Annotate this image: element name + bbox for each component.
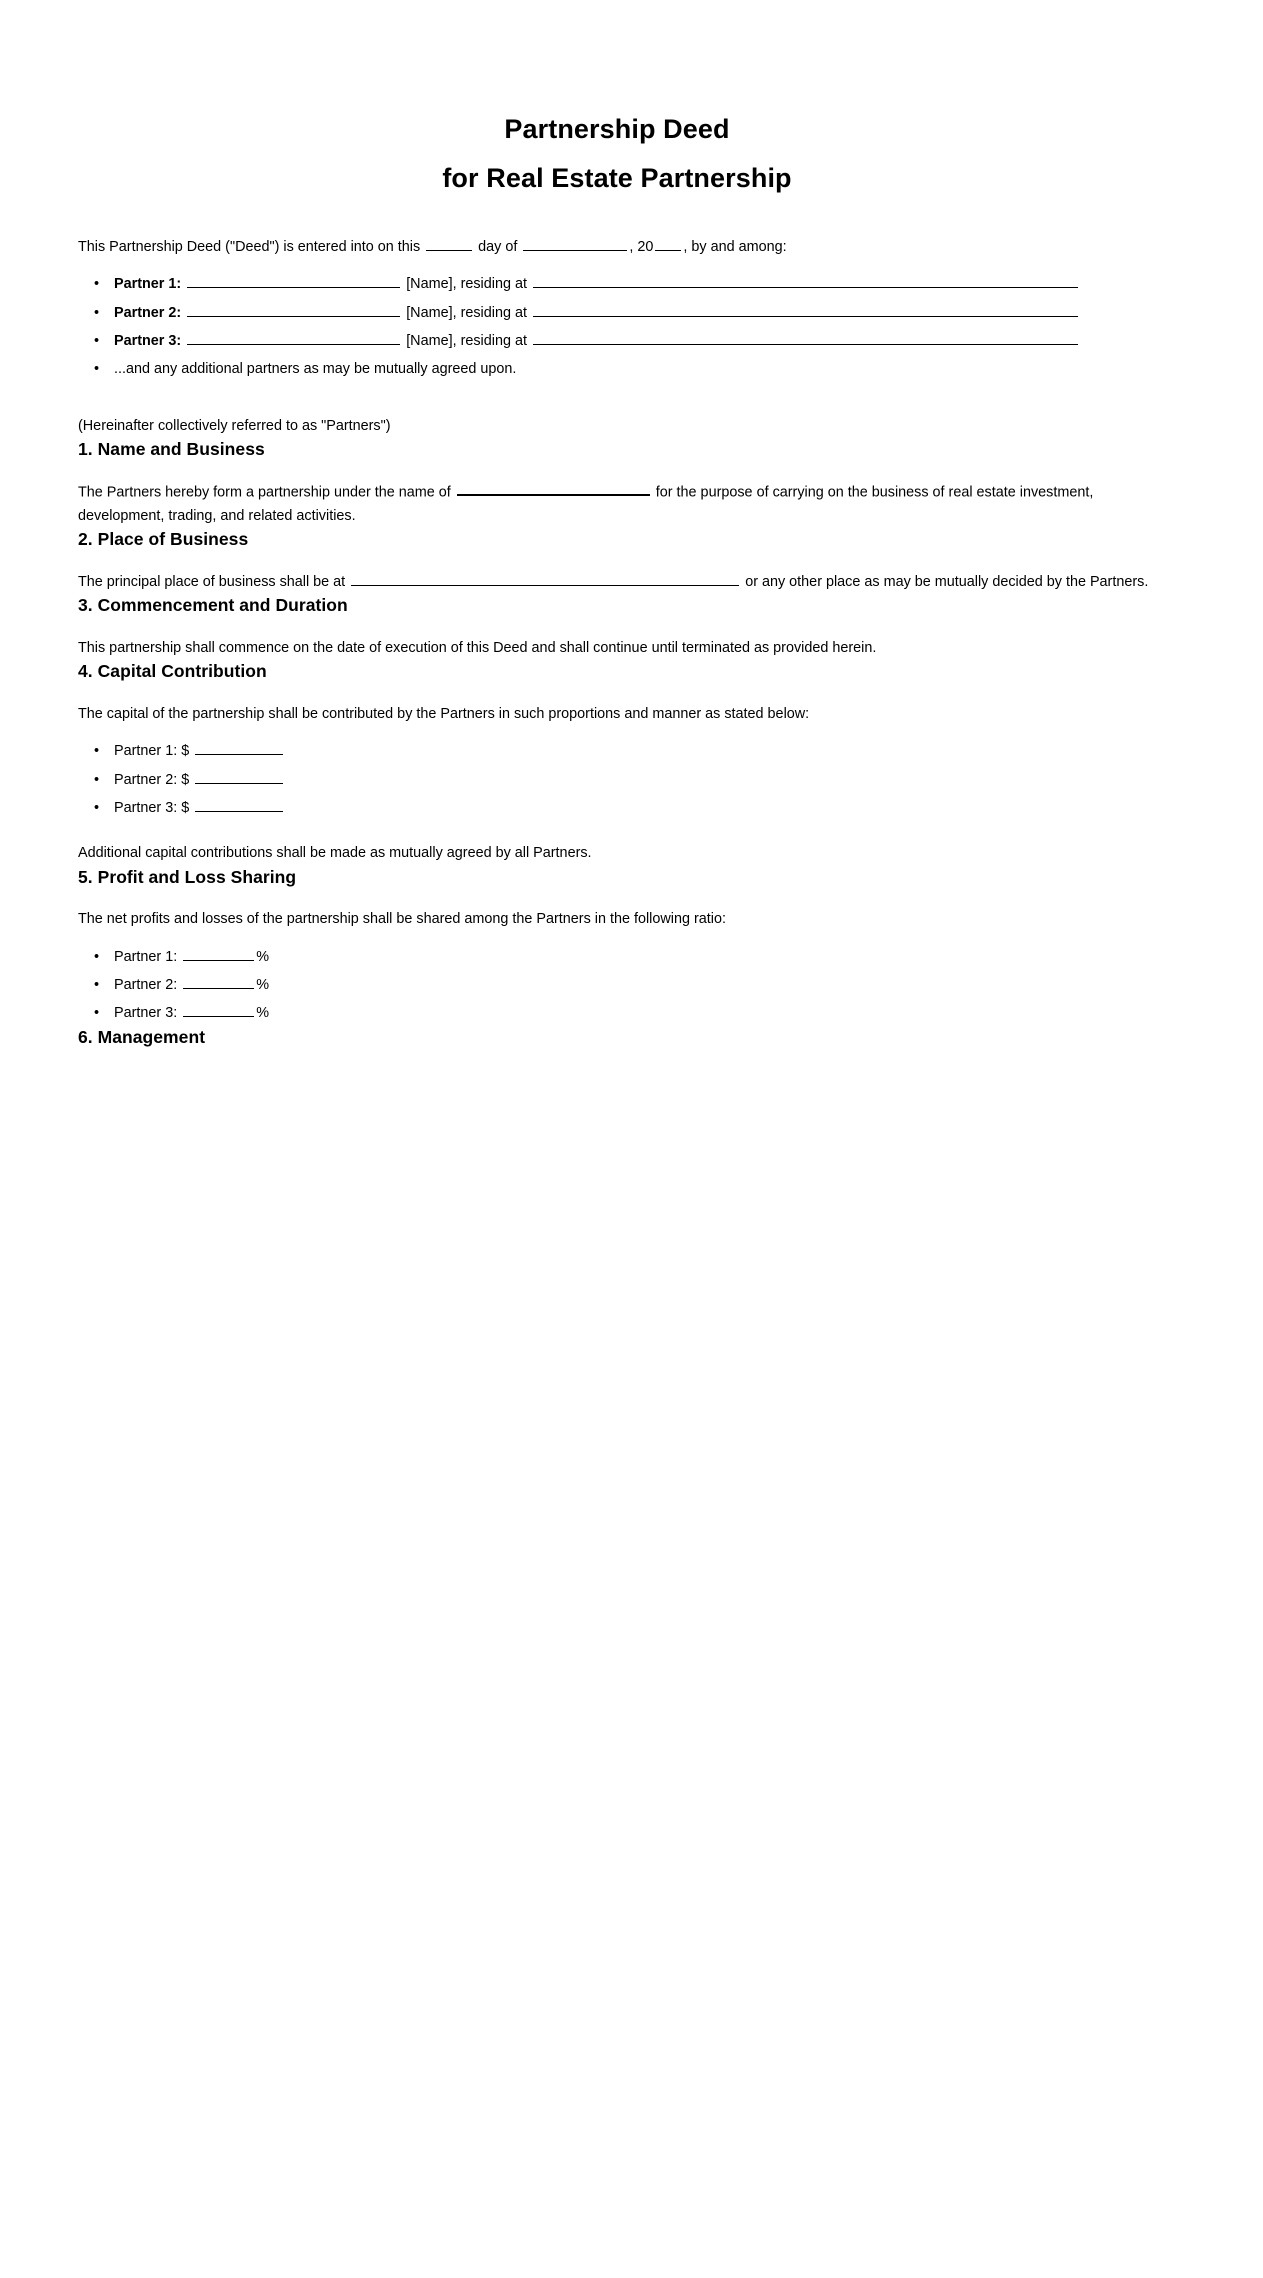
intro-text-3: , 20 xyxy=(629,239,654,256)
profit-partner-3-blank[interactable] xyxy=(183,1003,254,1018)
intro-text-4: , by and among: xyxy=(683,239,787,256)
intro-text-1: This Partnership Deed ("Deed") is entered into on this xyxy=(78,239,421,256)
intro-paragraph xyxy=(78,236,1156,259)
section-3-body: This partnership shall commence on the date of execution of this Deed and shall continue until terminated as provided herein. xyxy=(78,639,877,656)
profit-sharing-list xyxy=(78,946,1156,1026)
section-heading-5: 5. Profit and Loss Sharing xyxy=(78,866,297,887)
partner-1-name-blank[interactable] xyxy=(187,274,400,289)
section-4-body: The capital of the partnership shall be contributed by the Partners in such proportions and manner as stated below: xyxy=(78,706,810,723)
partner-1-label: Partner 1: xyxy=(114,276,182,293)
profit-partner-3-label: Partner 3: xyxy=(114,1005,178,1022)
capital-partner-1-label: Partner 1: $ xyxy=(114,743,190,760)
document-content xyxy=(78,0,1156,1049)
partner-2-address-blank[interactable] xyxy=(533,302,1078,317)
section-heading-2: 2. Place of Business xyxy=(78,529,249,550)
list-item xyxy=(114,1002,1156,1025)
partners-list xyxy=(78,273,1156,381)
capital-partner-3-label: Partner 3: $ xyxy=(114,800,190,817)
hereinafter-paragraph: (Hereinafter collectively referred to as "Partners") xyxy=(78,417,391,434)
document-title-line-2: for Real Estate Partnership xyxy=(442,162,792,193)
section-2-body xyxy=(78,571,1156,594)
profit-partner-1-blank[interactable] xyxy=(183,946,254,961)
section-1-text-1: The Partners hereby form a partnership under the name of xyxy=(78,484,451,501)
list-item xyxy=(114,946,1156,969)
list-item xyxy=(114,797,1156,820)
partner-1-mid-text: [Name], residing at xyxy=(406,276,527,293)
capital-partner-2-blank[interactable] xyxy=(195,769,283,784)
partner-2-label: Partner 2: xyxy=(114,304,182,321)
capital-partner-1-blank[interactable] xyxy=(195,741,283,756)
day-blank[interactable] xyxy=(426,236,472,251)
partner-3-mid-text: [Name], residing at xyxy=(406,333,527,350)
place-of-business-blank[interactable] xyxy=(351,571,739,586)
intro-text-2: day of xyxy=(478,239,518,256)
list-item xyxy=(114,974,1156,997)
capital-contribution-list xyxy=(78,740,1156,820)
profit-partner-1-label: Partner 1: xyxy=(114,948,178,965)
section-1-body xyxy=(78,481,1156,528)
profit-partner-2-label: Partner 2: xyxy=(114,977,178,994)
section-5-body: The net profits and losses of the partnership shall be shared among the Partners in the following ratio: xyxy=(78,911,726,928)
section-heading-4: 4. Capital Contribution xyxy=(78,661,267,682)
profit-partner-3-suffix: % xyxy=(256,1005,269,1022)
capital-partner-2-label: Partner 2: $ xyxy=(114,771,190,788)
section-1-text-2: for the purpose of carrying on the business of real estate investment, development, trading, and related activities. xyxy=(78,484,1094,524)
partner-2-mid-text: [Name], residing at xyxy=(406,304,527,321)
partner-1-address-blank[interactable] xyxy=(533,274,1078,289)
partner-3-label: Partner 3: xyxy=(114,333,182,350)
month-blank[interactable] xyxy=(523,236,627,251)
section-heading-6: 6. Management xyxy=(78,1026,206,1047)
list-item xyxy=(114,358,1156,381)
section-heading-1: 1. Name and Business xyxy=(78,439,265,460)
list-item xyxy=(114,740,1156,763)
profit-partner-1-suffix: % xyxy=(256,948,269,965)
section-2-text-1: The principal place of business shall be at xyxy=(78,573,346,590)
partnership-name-blank[interactable] xyxy=(457,481,650,497)
list-item xyxy=(114,769,1156,792)
section-2-text-2: or any other place as may be mutually decided by the Partners. xyxy=(745,573,1149,590)
capital-partner-3-blank[interactable] xyxy=(195,797,283,812)
profit-partner-2-suffix: % xyxy=(256,977,269,994)
partner-3-name-blank[interactable] xyxy=(187,330,400,345)
year-blank[interactable] xyxy=(655,236,681,251)
partner-2-name-blank[interactable] xyxy=(187,302,400,317)
list-item xyxy=(114,273,1156,296)
partner-3-address-blank[interactable] xyxy=(533,330,1078,345)
section-heading-3: 3. Commencement and Duration xyxy=(78,595,348,616)
profit-partner-2-blank[interactable] xyxy=(183,974,254,989)
list-item xyxy=(114,302,1156,325)
document-title-line-1: Partnership Deed xyxy=(504,114,730,144)
list-item xyxy=(114,330,1156,353)
additional-capital-paragraph: Additional capital contributions shall be made as mutually agreed by all Partners. xyxy=(78,845,592,862)
additional-partners-text: ...and any additional partners as may be mutually agreed upon. xyxy=(114,361,517,378)
